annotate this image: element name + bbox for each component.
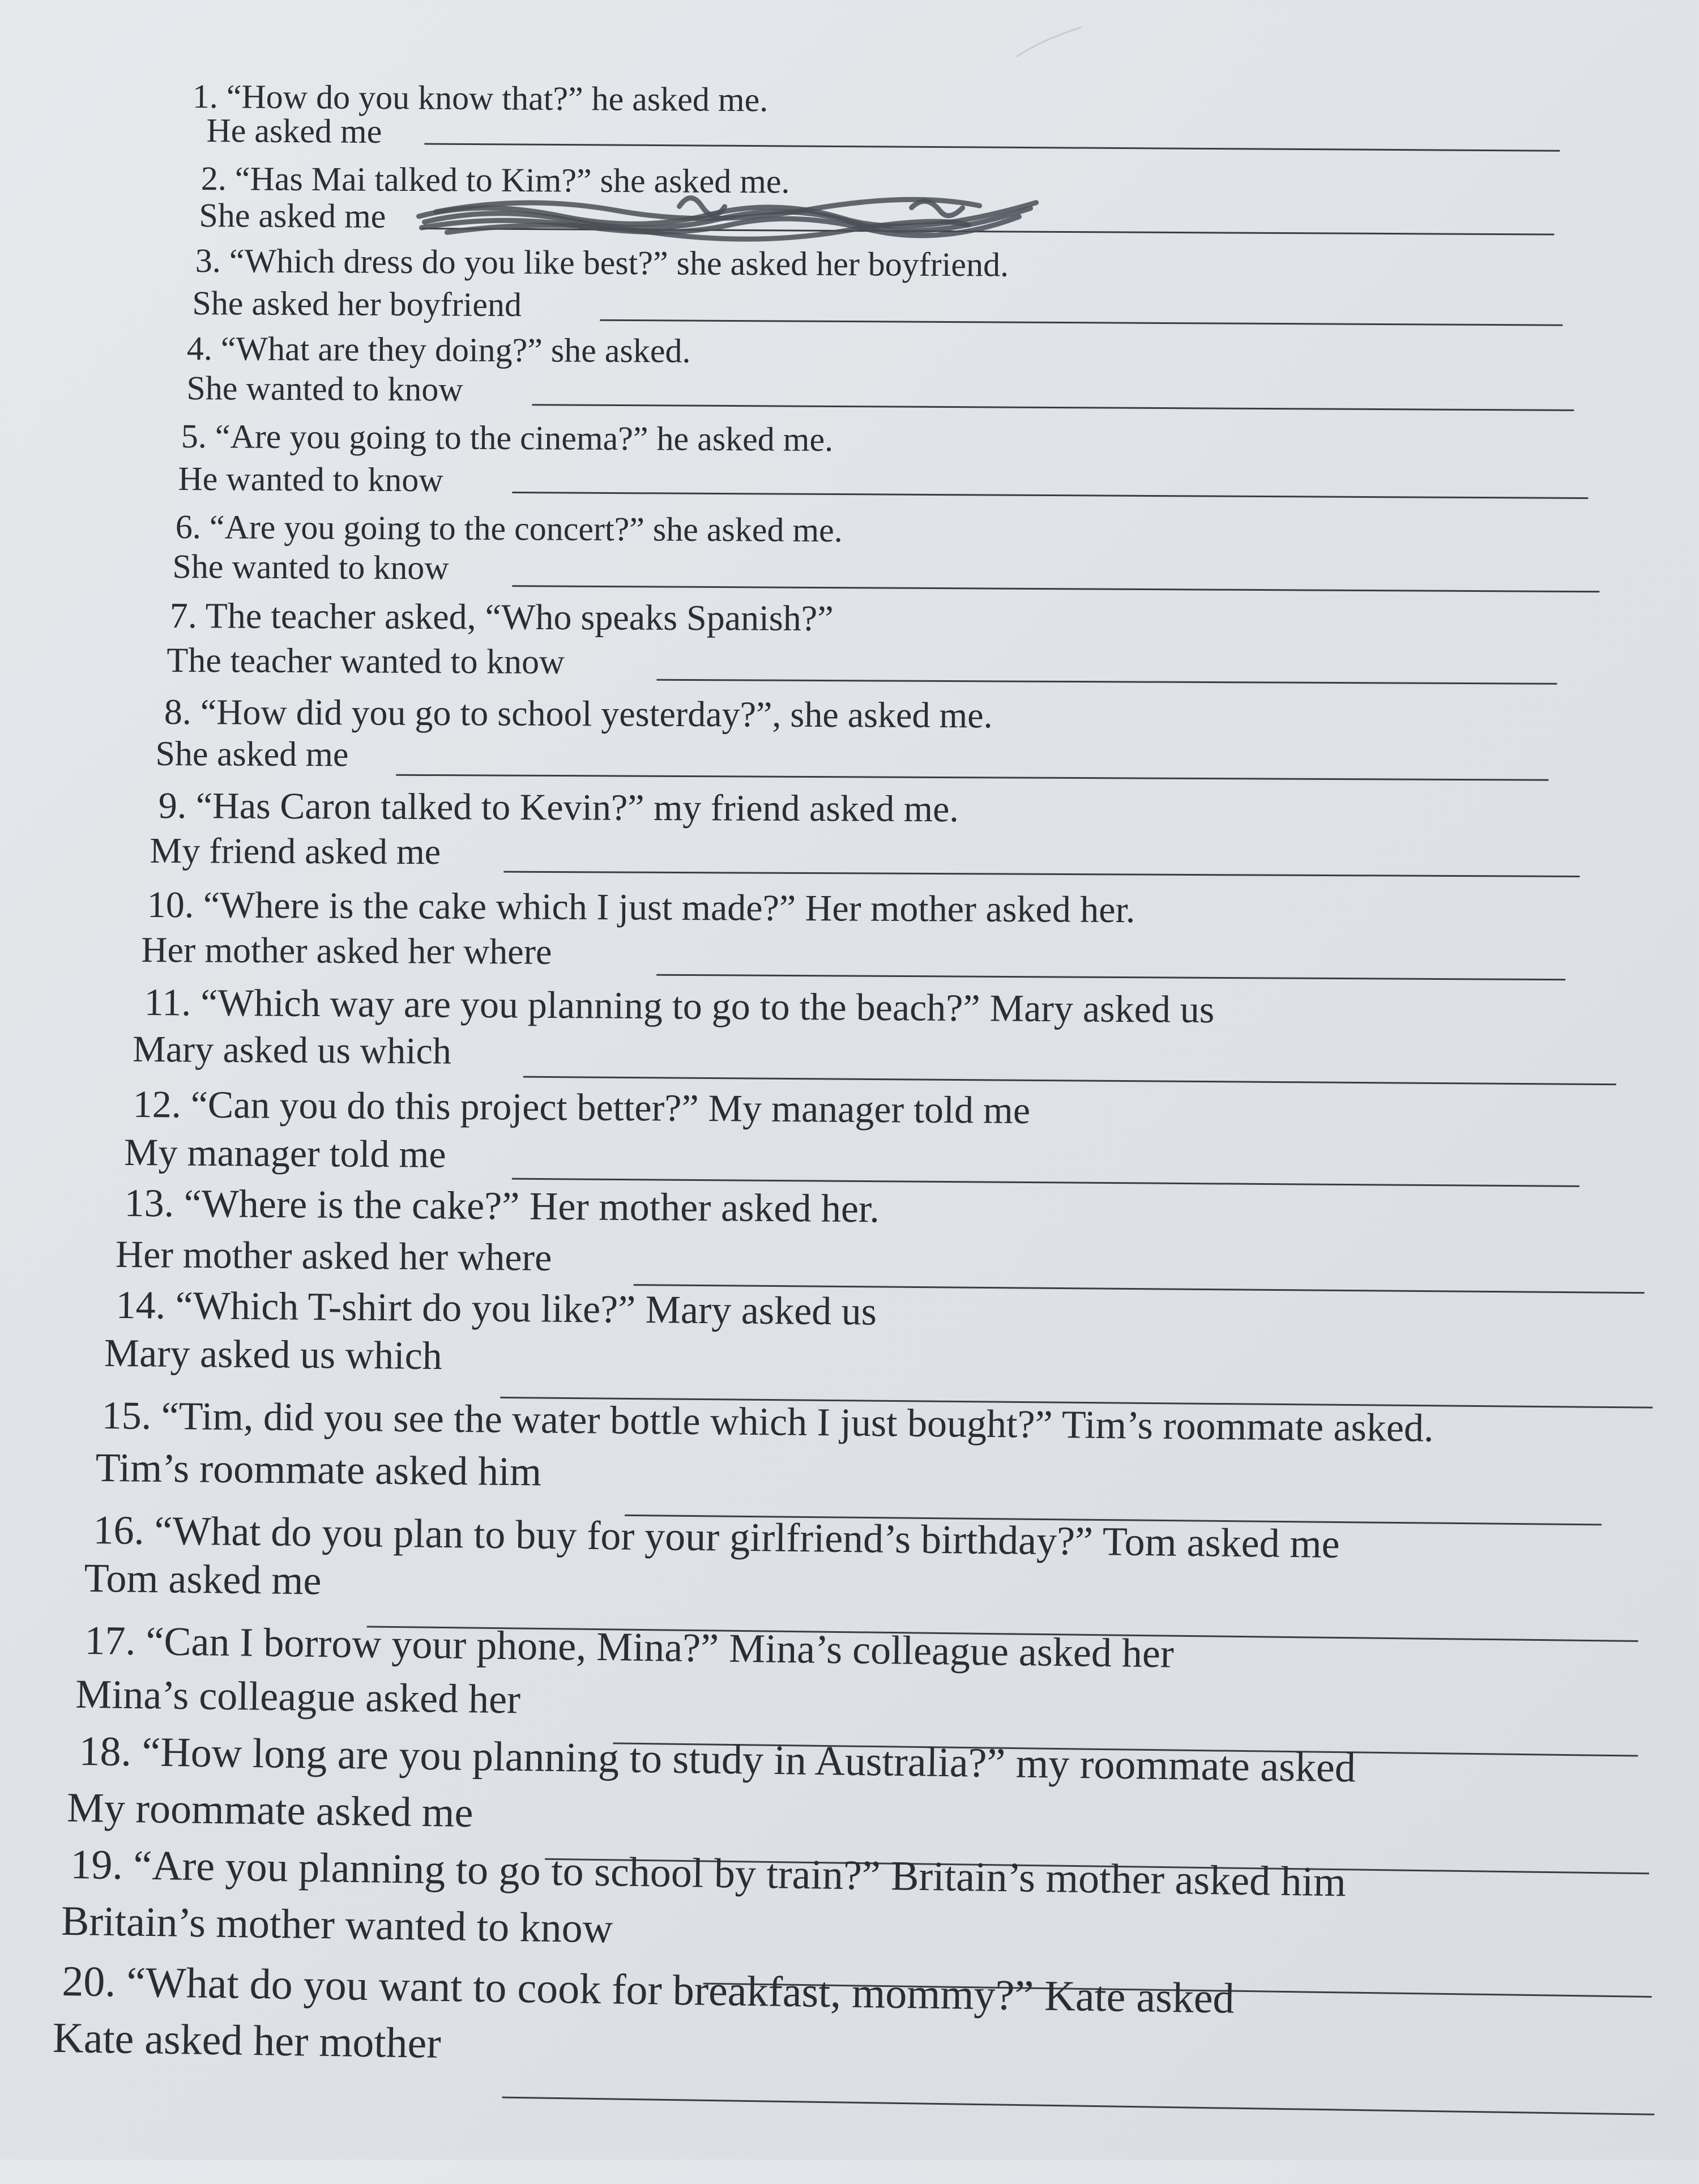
direct-speech-question: “Has Caron talked to Kevin?” my friend asked me.: [195, 785, 959, 830]
direct-speech-question: “Which dress do you like best?” she asked her boyfriend.: [229, 242, 1009, 284]
direct-speech-question: “How do you know that?” he asked me.: [226, 78, 769, 119]
reported-speech-prompt: Her mother asked her where: [141, 929, 552, 972]
direct-speech-question: “How did you go to school yesterday?”, she asked me.: [200, 692, 993, 736]
exercise-number: 6.: [175, 508, 202, 546]
direct-speech-question: “What are they doing?” she asked.: [220, 330, 691, 370]
reported-speech-prompt: He asked me: [206, 112, 382, 151]
exercise-number: 4.: [186, 330, 213, 368]
reported-speech-prompt: Tom asked me: [84, 1555, 322, 1603]
exercise-number: 7.: [169, 595, 198, 636]
exercise-number: 12.: [133, 1082, 182, 1126]
reported-speech-prompt: The teacher wanted to know: [167, 641, 565, 682]
reported-speech-prompt: Mary asked us which: [132, 1028, 452, 1072]
exercise-number: 20.: [61, 1957, 117, 2006]
direct-speech-question: “Can I borrow your phone, Mina?” Mina’s colleague asked her: [146, 1618, 1175, 1677]
exercise-number: 9.: [158, 785, 187, 827]
exercise-number: 8.: [164, 692, 192, 732]
reported-speech-prompt: She asked me: [155, 734, 349, 774]
exercise-number: 18.: [78, 1728, 132, 1776]
reported-speech-prompt: My manager told me: [123, 1130, 446, 1176]
direct-speech-question: “Are you going to the concert?” she asked me.: [209, 508, 843, 549]
direct-speech-question: “Where is the cake which I just made?” Her mother asked her.: [203, 884, 1135, 931]
reported-speech-prompt: Mina’s colleague asked her: [75, 1671, 521, 1722]
direct-speech-question: “Which T-shirt do you like?” Mary asked us: [175, 1283, 877, 1334]
exercise-number: 11.: [144, 980, 191, 1024]
answer-blank-line[interactable]: [502, 2097, 1654, 2115]
direct-speech-question: “What do you plan to buy for your girlfriend’s birthday?” Tom asked me: [154, 1508, 1341, 1567]
exercise-number: 14.: [116, 1283, 166, 1328]
reported-speech-prompt: He wanted to know: [178, 459, 443, 499]
exercise-number: 10.: [147, 884, 194, 926]
exercise-number: 19.: [70, 1841, 123, 1889]
exercise-number: 17.: [84, 1618, 136, 1664]
reported-speech-prompt: She wanted to know: [172, 547, 449, 587]
direct-speech-question: “Where is the cake?” Her mother asked her.: [183, 1181, 880, 1231]
reported-speech-prompt: Kate asked her mother: [52, 2014, 442, 2067]
reported-speech-prompt: Mary asked us which: [104, 1331, 443, 1379]
direct-speech-question: The teacher asked, “Who speaks Spanish?”: [205, 595, 834, 639]
reported-speech-prompt: My roommate asked me: [66, 1784, 473, 1837]
exercise-number: 15.: [101, 1394, 152, 1438]
exercise-number: 5.: [181, 417, 207, 455]
reported-speech-prompt: She asked me: [199, 196, 386, 235]
reported-speech-prompt: My friend asked me: [150, 830, 441, 872]
direct-speech-question: “Has Mai talked to Kim?” she asked me.: [234, 160, 790, 201]
exercise-number: 16.: [93, 1507, 145, 1554]
direct-speech-question: “Are you going to the cinema?” he asked me.: [215, 417, 834, 459]
direct-speech-question: “Can you do this project better?” My manager told me: [190, 1082, 1031, 1132]
exercise-question: [61, 1957, 1235, 2023]
reported-speech-prompt: Her mother asked her where: [115, 1232, 552, 1279]
direct-speech-question: “How long are you planning to study in Australia?” my roommate asked: [141, 1729, 1356, 1791]
direct-speech-question: “Are you planning to go to school by train?” Britain’s mother asked him: [133, 1842, 1347, 1906]
exercise-number: 13.: [124, 1181, 174, 1226]
exercise-number: 3.: [195, 242, 221, 280]
reported-speech-prompt: Britain’s mother wanted to know: [61, 1897, 613, 1952]
exercise-number: 2.: [200, 160, 227, 198]
direct-speech-question: “What do you want to cook for breakfast, mommy?” Kate asked: [126, 1958, 1235, 2023]
reported-speech-prompt: She asked her boyfriend: [192, 284, 522, 324]
direct-speech-question: “Tim, did you see the water bottle which I just bought?” Tim’s roommate asked.: [161, 1394, 1434, 1451]
reported-speech-prompt: Tim’s roommate asked him: [95, 1444, 542, 1495]
exercise-number: 1.: [192, 78, 219, 116]
reported-speech-prompt: She wanted to know: [186, 369, 463, 408]
direct-speech-question: “Which way are you planning to go to the beach?” Mary asked us: [200, 980, 1215, 1031]
